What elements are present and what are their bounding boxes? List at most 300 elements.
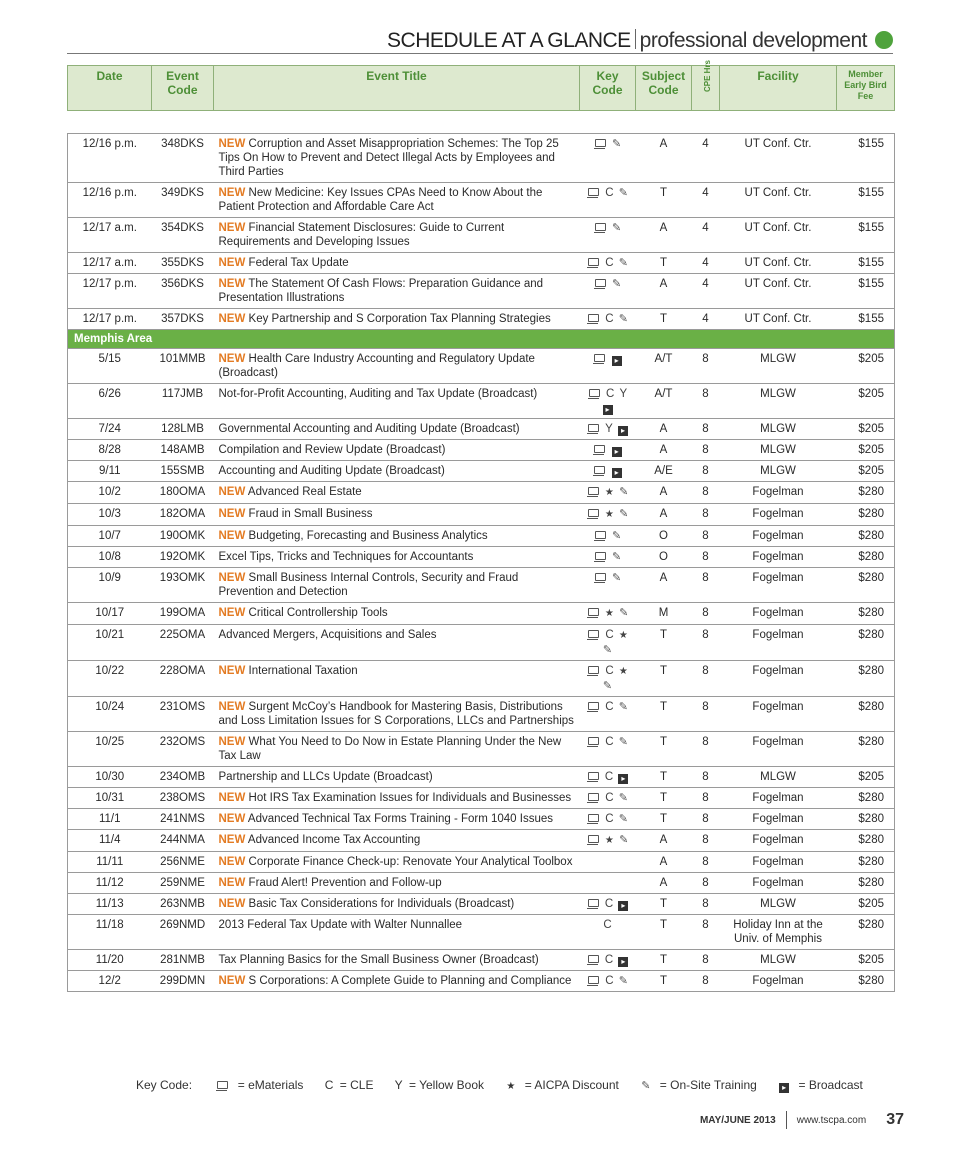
subject-code: T	[636, 697, 692, 732]
early-bird-fee: $280	[837, 568, 895, 603]
broadcast-icon: ▸	[612, 447, 622, 457]
cpe-hours: 8	[692, 568, 720, 603]
ematerials-icon	[588, 258, 599, 266]
page-number: 37	[886, 1111, 904, 1128]
event-code: 101MMB	[152, 349, 214, 384]
event-title[interactable]	[214, 384, 580, 419]
table-row	[68, 274, 895, 309]
early-bird-fee: $280	[837, 915, 895, 950]
event-date: 10/21	[68, 625, 152, 661]
onsite-training-icon: ✎	[602, 680, 613, 692]
ematerials-icon	[595, 573, 606, 581]
new-badge: NEW	[218, 701, 246, 713]
facility: Fogelman	[720, 568, 837, 603]
key-label: Key Code:	[136, 1078, 193, 1092]
onsite-training-icon: ✎	[618, 187, 628, 199]
footer-url[interactable]: www.tscpa.com	[796, 1114, 867, 1126]
early-bird-fee: $280	[837, 625, 895, 661]
onsite-training-icon: ✎	[619, 508, 629, 520]
table-row	[68, 309, 895, 330]
table-row	[68, 767, 895, 788]
key-codes	[580, 218, 636, 253]
cpe-hours: 8	[692, 873, 720, 894]
footer-issue: MAY/JUNE 2013	[699, 1114, 776, 1126]
broadcast-icon: ▸	[603, 405, 613, 415]
title-divider	[635, 29, 636, 49]
early-bird-fee: $205	[837, 384, 895, 419]
onsite-training-icon: ✎	[611, 222, 622, 234]
event-title[interactable]	[214, 504, 580, 526]
ematerials-icon	[594, 354, 605, 362]
star-icon: ★	[618, 630, 628, 641]
new-badge: NEW	[218, 834, 246, 846]
facility: UT Conf. Ctr.	[720, 218, 837, 253]
col-date: Date	[96, 69, 123, 83]
table-row	[68, 809, 895, 830]
early-bird-fee: $280	[837, 971, 895, 992]
event-title-text: Fraud Alert! Prevention and Follow-up	[248, 877, 442, 889]
early-bird-fee: $280	[837, 852, 895, 873]
event-code: 349DKS	[152, 183, 214, 218]
key-codes	[580, 134, 636, 183]
subject-code: A/T	[636, 349, 692, 384]
star-icon: ★	[604, 509, 614, 520]
event-code: 155SMB	[152, 461, 214, 482]
key-codes	[580, 894, 636, 915]
facility: Fogelman	[720, 697, 837, 732]
subject-code: A	[636, 504, 692, 526]
col-event-title: Event Title	[214, 66, 580, 111]
onsite-training-icon: ✎	[618, 257, 628, 269]
event-title-text: Health Care Industry Accounting and Regulatory Update (Broadcast)	[218, 353, 535, 379]
cpe-hours: 8	[692, 915, 720, 950]
event-date: 7/24	[68, 419, 152, 440]
new-badge: NEW	[218, 257, 246, 269]
event-code: 269NMD	[152, 915, 214, 950]
cpe-hours: 8	[692, 971, 720, 992]
cle-key: C	[604, 898, 614, 910]
event-code: 238OMS	[152, 788, 214, 809]
cpe-hours: 8	[692, 461, 720, 482]
event-title[interactable]	[214, 830, 580, 852]
event-title[interactable]	[214, 788, 580, 809]
table-row	[68, 253, 895, 274]
cpe-hours: 8	[692, 504, 720, 526]
onsite-training-icon: ✎	[618, 813, 628, 825]
subject-code: O	[636, 526, 692, 547]
early-bird-fee: $280	[837, 526, 895, 547]
subject-code: M	[636, 603, 692, 625]
event-code: 356DKS	[152, 274, 214, 309]
key-broadcast: = Broadcast	[798, 1078, 863, 1092]
key-yellow-book: = Yellow Book	[408, 1078, 485, 1092]
event-title-text: Federal Tax Update	[248, 257, 349, 269]
key-codes	[580, 183, 636, 218]
cpe-hours: 8	[692, 661, 720, 697]
early-bird-fee: $280	[837, 603, 895, 625]
schedule-body	[68, 134, 895, 992]
event-date: 6/26	[68, 384, 152, 419]
event-date: 11/12	[68, 873, 152, 894]
event-date: 10/17	[68, 603, 152, 625]
early-bird-fee: $280	[837, 697, 895, 732]
ematerials-icon	[588, 424, 599, 432]
ematerials-icon	[588, 976, 599, 984]
star-icon: ★	[604, 608, 614, 619]
event-code: 228OMA	[152, 661, 214, 697]
yellow-book-key: Y	[619, 388, 628, 400]
event-title-text: Not-for-Profit Accounting, Auditing and Tax Update (Broadcast)	[218, 388, 538, 400]
star-icon: ★	[506, 1081, 516, 1092]
early-bird-fee: $155	[837, 134, 895, 183]
ematerials-icon	[595, 552, 606, 560]
event-code: 192OMK	[152, 547, 214, 568]
event-date: 10/25	[68, 732, 152, 767]
onsite-training-icon: ✎	[611, 551, 622, 563]
key-codes	[580, 809, 636, 830]
key-codes	[580, 732, 636, 767]
subject-code: T	[636, 625, 692, 661]
event-title-text: International Taxation	[248, 665, 358, 677]
key-codes	[580, 697, 636, 732]
cpe-hours: 4	[692, 183, 720, 218]
event-title[interactable]	[214, 568, 580, 603]
event-title-text: Key Partnership and S Corporation Tax Planning Strategies	[248, 313, 551, 325]
event-title-text: 2013 Federal Tax Update with Walter Nunnallee	[218, 919, 463, 931]
event-title[interactable]	[214, 625, 580, 661]
event-code: 128LMB	[152, 419, 214, 440]
ematerials-icon	[588, 702, 599, 710]
cle-key: C	[604, 954, 614, 966]
event-code: 193OMK	[152, 568, 214, 603]
event-title[interactable]	[214, 526, 580, 547]
page-footer	[700, 1111, 904, 1129]
new-badge: NEW	[218, 877, 246, 889]
table-row	[68, 134, 895, 183]
event-code: 357DKS	[152, 309, 214, 330]
event-date: 10/31	[68, 788, 152, 809]
onsite-training-icon: ✎	[611, 278, 622, 290]
table-row	[68, 873, 895, 894]
new-badge: NEW	[218, 530, 246, 542]
event-title-text: Advanced Income Tax Accounting	[247, 834, 421, 846]
event-title[interactable]	[214, 915, 580, 950]
event-title-text: Advanced Technical Tax Forms Training - Form 1040 Issues	[247, 813, 554, 825]
cpe-hours: 8	[692, 547, 720, 568]
early-bird-fee: $280	[837, 830, 895, 852]
ematerials-icon	[588, 630, 599, 638]
event-title-text: Partnership and LLCs Update (Broadcast)	[218, 771, 433, 783]
event-date: 11/20	[68, 950, 152, 971]
broadcast-icon: ▸	[618, 957, 628, 967]
cpe-hours: 8	[692, 603, 720, 625]
key-codes	[580, 625, 636, 661]
event-code: 256NME	[152, 852, 214, 873]
broadcast-icon: ▸	[612, 468, 622, 478]
event-title[interactable]	[214, 732, 580, 767]
key-aicpa: = AICPA Discount	[524, 1078, 619, 1092]
table-row	[68, 732, 895, 767]
event-code: 148AMB	[152, 440, 214, 461]
event-title[interactable]	[214, 349, 580, 384]
cle-key: C	[605, 665, 614, 677]
facility: Fogelman	[720, 482, 837, 504]
event-title[interactable]	[214, 274, 580, 309]
event-title-text: Corporate Finance Check-up: Renovate Your Analytical Toolbox	[248, 856, 573, 868]
table-row	[68, 461, 895, 482]
ematerials-icon	[589, 389, 600, 397]
event-title-text: Advanced Real Estate	[247, 486, 362, 498]
event-title[interactable]	[214, 873, 580, 894]
subject-code: T	[636, 809, 692, 830]
subject-code: T	[636, 732, 692, 767]
event-title[interactable]	[214, 697, 580, 732]
event-code: 299DMN	[152, 971, 214, 992]
table-row	[68, 349, 895, 384]
event-date: 10/8	[68, 547, 152, 568]
early-bird-fee: $205	[837, 440, 895, 461]
key-codes	[580, 568, 636, 603]
cpe-hours: 8	[692, 950, 720, 971]
ematerials-icon	[588, 835, 599, 843]
cle-key: C	[606, 388, 615, 400]
ematerials-icon	[594, 466, 605, 474]
subject-code: T	[636, 767, 692, 788]
event-date: 10/3	[68, 504, 152, 526]
onsite-training-icon: ✎	[602, 644, 613, 656]
new-badge: NEW	[218, 353, 246, 365]
title-light: professional development	[639, 29, 867, 52]
facility: Fogelman	[720, 830, 837, 852]
event-title[interactable]	[214, 547, 580, 568]
event-title[interactable]	[214, 661, 580, 697]
table-row	[68, 218, 895, 253]
cpe-hours: 8	[692, 852, 720, 873]
event-title-text: Fraud in Small Business	[248, 508, 373, 520]
event-title[interactable]	[214, 852, 580, 873]
star-icon: ★	[604, 487, 614, 498]
ematerials-icon	[588, 608, 599, 616]
event-date: 10/7	[68, 526, 152, 547]
facility: MLGW	[720, 384, 837, 419]
early-bird-fee: $280	[837, 661, 895, 697]
ematerials-icon	[217, 1081, 228, 1089]
subject-code: T	[636, 661, 692, 697]
event-title[interactable]	[214, 253, 580, 274]
col-key-code: Key Code	[580, 66, 636, 111]
event-title[interactable]	[214, 461, 580, 482]
cpe-hours: 8	[692, 697, 720, 732]
cpe-hours: 4	[692, 134, 720, 183]
event-title[interactable]	[214, 419, 580, 440]
subject-code: A/E	[636, 461, 692, 482]
column-header	[67, 59, 895, 111]
table-row	[68, 852, 895, 873]
key-codes	[580, 253, 636, 274]
onsite-training-icon: ✎	[619, 607, 629, 619]
cle-key: C	[605, 257, 614, 269]
yellow-book-key: Y	[605, 423, 613, 435]
event-title[interactable]	[214, 440, 580, 461]
new-badge: NEW	[218, 572, 246, 584]
facility: MLGW	[720, 440, 837, 461]
event-date: 9/11	[68, 461, 152, 482]
ematerials-icon	[594, 445, 605, 453]
table-row	[68, 526, 895, 547]
cpe-hours: 8	[692, 809, 720, 830]
early-bird-fee: $155	[837, 253, 895, 274]
event-title[interactable]	[214, 950, 580, 971]
early-bird-fee: $280	[837, 547, 895, 568]
schedule-table	[67, 133, 895, 992]
area-header	[68, 330, 895, 349]
event-code: 180OMA	[152, 482, 214, 504]
event-title[interactable]	[214, 767, 580, 788]
event-date: 12/2	[68, 971, 152, 992]
facility: Fogelman	[720, 625, 837, 661]
event-title-text: The Statement Of Cash Flows: Preparation Guidance and Presentation Illustrations	[218, 278, 544, 304]
facility: Fogelman	[720, 526, 837, 547]
event-code: 281NMB	[152, 950, 214, 971]
facility: MLGW	[720, 349, 837, 384]
new-badge: NEW	[218, 813, 246, 825]
table-row	[68, 440, 895, 461]
new-badge: NEW	[218, 607, 246, 619]
facility: Fogelman	[720, 873, 837, 894]
broadcast-icon: ▸	[618, 426, 628, 436]
facility: MLGW	[720, 950, 837, 971]
key-code-legend	[136, 1078, 869, 1093]
key-cle-letter: C	[324, 1078, 334, 1092]
event-title[interactable]	[214, 603, 580, 625]
table-row	[68, 603, 895, 625]
table-row	[68, 971, 895, 992]
event-date: 10/24	[68, 697, 152, 732]
subject-code: T	[636, 915, 692, 950]
table-row	[68, 568, 895, 603]
key-codes	[580, 526, 636, 547]
new-badge: NEW	[218, 975, 246, 987]
onsite-training-icon: ✎	[618, 792, 628, 804]
key-codes	[580, 873, 636, 894]
early-bird-fee: $280	[837, 788, 895, 809]
cle-key: C	[605, 701, 614, 713]
ematerials-icon	[595, 223, 606, 231]
ematerials-icon	[588, 666, 599, 674]
event-title[interactable]	[214, 971, 580, 992]
onsite-training-icon: ✎	[611, 572, 622, 584]
new-badge: NEW	[218, 187, 246, 199]
event-title[interactable]	[214, 134, 580, 183]
onsite-training-icon: ✎	[618, 975, 628, 987]
subject-code: T	[636, 183, 692, 218]
event-title[interactable]	[214, 309, 580, 330]
key-ematerials: = eMaterials	[237, 1078, 304, 1092]
key-codes	[580, 274, 636, 309]
facility: Fogelman	[720, 732, 837, 767]
event-code: 259NME	[152, 873, 214, 894]
cle-key: C	[603, 919, 612, 931]
event-title-text: Financial Statement Disclosures: Guide to Current Requirements and Developing Issues	[218, 222, 505, 248]
event-title-text: Small Business Internal Controls, Security and Fraud Prevention and Detection	[218, 572, 519, 598]
event-title[interactable]	[214, 218, 580, 253]
cpe-hours: 8	[692, 440, 720, 461]
facility: Fogelman	[720, 661, 837, 697]
early-bird-fee: $280	[837, 504, 895, 526]
cpe-hours: 8	[692, 830, 720, 852]
subject-code: A	[636, 830, 692, 852]
early-bird-fee: $205	[837, 767, 895, 788]
event-code: 348DKS	[152, 134, 214, 183]
event-title-text: Advanced Mergers, Acquisitions and Sales	[218, 629, 437, 641]
table-row	[68, 625, 895, 661]
footer-divider	[786, 1111, 787, 1129]
onsite-training-icon: ✎	[611, 530, 622, 542]
col-subject-code: Subject Code	[636, 66, 692, 111]
event-code: 234OMB	[152, 767, 214, 788]
facility: Fogelman	[720, 852, 837, 873]
key-codes	[580, 349, 636, 384]
key-codes	[580, 547, 636, 568]
key-codes	[580, 830, 636, 852]
ematerials-icon	[588, 188, 599, 196]
event-code: 354DKS	[152, 218, 214, 253]
onsite-training-icon: ✎	[641, 1080, 651, 1092]
facility: MLGW	[720, 894, 837, 915]
new-badge: NEW	[218, 278, 246, 290]
key-codes	[580, 950, 636, 971]
cpe-hours: 8	[692, 894, 720, 915]
subject-code: T	[636, 253, 692, 274]
event-title-text: Surgent McCoy’s Handbook for Mastering Basis, Distributions and Loss Limitation Issues for S Corporations, LLCs and Partnerships	[218, 701, 574, 727]
cpe-hours: 8	[692, 419, 720, 440]
key-codes	[580, 440, 636, 461]
onsite-training-icon: ✎	[619, 486, 629, 498]
broadcast-icon: ▸	[618, 774, 628, 784]
facility: UT Conf. Ctr.	[720, 253, 837, 274]
new-badge: NEW	[218, 138, 246, 150]
cle-key: C	[604, 771, 614, 783]
cpe-hours: 8	[692, 349, 720, 384]
subject-code: A	[636, 134, 692, 183]
event-date: 8/28	[68, 440, 152, 461]
key-codes	[580, 915, 636, 950]
broadcast-icon: ▸	[612, 356, 622, 366]
event-title-text: Compilation and Review Update (Broadcast)	[218, 444, 446, 456]
event-title[interactable]	[214, 183, 580, 218]
facility: Fogelman	[720, 504, 837, 526]
cpe-hours: 4	[692, 218, 720, 253]
early-bird-fee: $280	[837, 809, 895, 830]
event-date: 12/16 p.m.	[68, 134, 152, 183]
table-row	[68, 894, 895, 915]
event-title[interactable]	[214, 894, 580, 915]
key-yb-letter: Y	[394, 1078, 403, 1092]
subject-code: A	[636, 274, 692, 309]
event-date: 12/16 p.m.	[68, 183, 152, 218]
cpe-hours: 8	[692, 482, 720, 504]
onsite-training-icon: ✎	[618, 313, 628, 325]
event-title-text: Corruption and Asset Misappropriation Schemes: The Top 25 Tips On How to Prevent and Detect Illegal Acts by Employees and Third Parties	[218, 138, 559, 178]
event-title[interactable]	[214, 809, 580, 830]
event-title-text: S Corporations: A Complete Guide to Planning and Compliance	[248, 975, 572, 987]
cle-key: C	[605, 975, 614, 987]
ematerials-icon	[595, 279, 606, 287]
subject-code: T	[636, 309, 692, 330]
new-badge: NEW	[218, 856, 246, 868]
key-codes	[580, 603, 636, 625]
event-title[interactable]	[214, 482, 580, 504]
